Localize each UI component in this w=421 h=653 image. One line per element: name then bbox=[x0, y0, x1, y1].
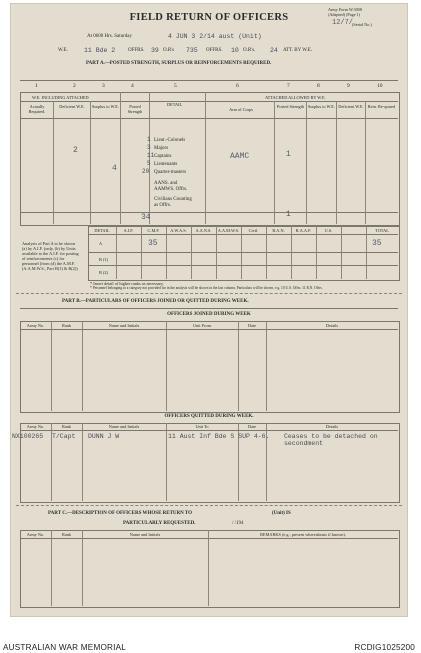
rule bbox=[166, 423, 167, 501]
rank-lieutenants: Lieutenants bbox=[154, 162, 178, 167]
total-col5: 34 bbox=[141, 213, 151, 222]
joined-col-date: Date bbox=[247, 323, 257, 328]
quit-row-army-no: NX100265 bbox=[12, 433, 44, 440]
typed-detail-5: 20 bbox=[142, 168, 150, 175]
we-typed-5: 24 bbox=[270, 47, 278, 54]
offrs-label: OFFRS. bbox=[128, 48, 145, 53]
part-c-table bbox=[20, 530, 400, 608]
rank-extra-3: Civilians Counting bbox=[154, 197, 192, 202]
rule bbox=[82, 423, 83, 501]
joined-col-rank: Rank bbox=[61, 323, 72, 328]
col-head-9: Deficient W.E. bbox=[338, 104, 364, 109]
offrs-label-2: OFFRS. bbox=[206, 48, 223, 53]
col-number-10: 10 bbox=[377, 83, 383, 89]
rule bbox=[141, 226, 142, 279]
form-sheet bbox=[10, 3, 408, 617]
joined-col-name: Name and Initials bbox=[108, 323, 140, 328]
rule bbox=[341, 226, 342, 279]
footer-institution: AUSTRALIAN WAR MEMORIAL bbox=[3, 643, 127, 652]
rule bbox=[266, 226, 267, 279]
rule bbox=[208, 530, 209, 606]
rule bbox=[88, 265, 398, 266]
rule bbox=[365, 101, 366, 224]
form-title: FIELD RETURN OF OFFICERS bbox=[129, 12, 289, 23]
analysis-col-awas: A.W.A.S. bbox=[170, 228, 187, 233]
att-by-we-label: ATT. BY W.E. bbox=[283, 48, 313, 53]
we-typed-3: 735 bbox=[186, 47, 198, 54]
footnote-1: * Insert detail of higher ranks as necessary. bbox=[90, 281, 164, 286]
rank-captains: Captains bbox=[154, 154, 172, 159]
rule bbox=[20, 118, 398, 119]
analysis-col-us: U.S. bbox=[324, 228, 333, 233]
quit-col-unit-to: Unit To bbox=[195, 424, 209, 429]
rule bbox=[205, 92, 206, 224]
group-attached-allowed: ATTACHED ALLOWED BY W.E. bbox=[265, 95, 326, 100]
footer-record-id: RCDIG1025200 bbox=[354, 643, 415, 652]
col-head-7: Posted Strength bbox=[276, 104, 305, 109]
analysis-col-total: TOTAL bbox=[375, 228, 389, 233]
analysis-row-b2: B (2) bbox=[99, 270, 108, 275]
rank-quarter-masters: Quarter-masters bbox=[154, 170, 187, 175]
rule bbox=[316, 226, 317, 279]
typed-detail-3: 11 bbox=[147, 152, 155, 159]
we-typed-4: 10 bbox=[231, 47, 239, 54]
rank-extra bbox=[154, 181, 192, 209]
joined-col-army-no: Army No. bbox=[26, 323, 45, 328]
analysis-col-cmf: C.M.F. bbox=[147, 228, 160, 233]
quit-col-date: Date bbox=[247, 424, 257, 429]
typed-col7-value: 1 bbox=[286, 150, 291, 159]
analysis-label: Analysis of Part A to be shown (a) by A.I.F. (only, (b) by Units available to the A.I.F. for posting of reinforcements (c) for personnel (from (d) the A.M.F. (A.A.M.W.S., Part B(1) & B(2)) bbox=[22, 241, 79, 271]
rule bbox=[82, 530, 83, 606]
quit-row-unit: 11 Aust Inf Bde S SUP 4-6. bbox=[168, 433, 270, 440]
col-head-4: Posted Strength bbox=[127, 104, 143, 114]
rule bbox=[336, 101, 337, 224]
rule bbox=[20, 329, 398, 330]
part-c-requested: PARTICULARLY REQUESTED. bbox=[123, 521, 196, 526]
rule bbox=[90, 101, 91, 224]
rule bbox=[53, 101, 54, 224]
analysis-col-aamws: A.A.M.W.S. bbox=[217, 228, 240, 233]
section-divider bbox=[16, 293, 402, 294]
rule bbox=[20, 308, 398, 309]
col-number-1: 1 bbox=[35, 83, 38, 89]
rank-extra-4: as Offrs. bbox=[154, 203, 172, 208]
quit-col-army-no: Army No. bbox=[26, 424, 45, 429]
col-number-4: 4 bbox=[131, 83, 134, 89]
ors-label-2: O.R's. bbox=[243, 48, 256, 53]
rule bbox=[20, 80, 398, 81]
rule bbox=[120, 92, 121, 224]
rule bbox=[116, 226, 117, 279]
rule bbox=[88, 234, 398, 235]
rule bbox=[20, 101, 398, 102]
footnote-2: * Personnel belonging to a category not provided for in the analysis will be shown in the last column. Particulars will be shown, e.g. 10 U.S. Offrs. 11 R.N. Offrs. bbox=[90, 286, 323, 290]
typed-detail-numbers bbox=[147, 136, 154, 168]
part-c-col-rank: Rank bbox=[61, 532, 72, 537]
rule bbox=[88, 252, 398, 253]
we-label: W.E. bbox=[58, 48, 68, 53]
part-c-unit-is: (Unit) IS bbox=[272, 511, 291, 516]
rule bbox=[51, 321, 52, 411]
quit-col-details: Details bbox=[325, 424, 339, 429]
we-typed-2: 39 bbox=[151, 47, 159, 54]
rule bbox=[216, 226, 217, 279]
rule bbox=[266, 321, 267, 411]
col-head-3: Surplus to W.E. bbox=[92, 104, 119, 109]
part-c-col-name: Name and Initials bbox=[129, 532, 161, 537]
col-head-6: Arm of Corps bbox=[229, 107, 253, 112]
group-we-incl-attached: W.E. INCLUDING ATTACHED bbox=[32, 95, 89, 100]
we-typed-1: 11 Bde 2 bbox=[84, 47, 116, 54]
ranks-list bbox=[154, 137, 186, 177]
typed-detail-1: 1 bbox=[147, 136, 151, 143]
part-b-title: PART B.—PARTICULARS OF OFFICERS JOINED OR QUITTED DURING WEEK. bbox=[62, 299, 249, 304]
form-number-line-2: (Adapted) (Page 1) bbox=[328, 12, 361, 17]
rule bbox=[241, 226, 242, 279]
joined-col-unit-from: Unit From bbox=[192, 323, 212, 328]
section-divider bbox=[16, 505, 402, 506]
part-c-col-army-no: Army No. bbox=[26, 532, 45, 537]
rule bbox=[166, 321, 167, 411]
analysis-col-aif: A.I.F. bbox=[123, 228, 134, 233]
line1-typed: 4 JUN 3 2/14 aust (Unit) bbox=[168, 33, 262, 40]
analysis-col-ran: R.A.N. bbox=[272, 228, 285, 233]
col-number-7: 7 bbox=[287, 83, 290, 89]
rule bbox=[20, 212, 398, 213]
col-head-8: Surplus to W.E. bbox=[308, 104, 335, 109]
rule bbox=[238, 321, 239, 411]
rule bbox=[366, 226, 367, 279]
rule bbox=[20, 430, 398, 431]
part-a-table bbox=[20, 92, 400, 226]
rule bbox=[291, 226, 292, 279]
col-number-3: 3 bbox=[102, 83, 105, 89]
analysis-total-value: 35 bbox=[372, 239, 382, 248]
quit-col-name: Name and Initials bbox=[108, 424, 140, 429]
col-number-5: 5 bbox=[174, 83, 177, 89]
typed-detail-2: 3 bbox=[147, 144, 151, 151]
analysis-col-aans: A.A.N.S. bbox=[195, 228, 212, 233]
analysis-col-detail: DETAIL bbox=[94, 228, 110, 233]
rule bbox=[82, 321, 83, 411]
rank-lieut-colonels: Lieut.-Colonels bbox=[154, 138, 186, 143]
rank-extra-1: AANS. and bbox=[154, 181, 178, 186]
col-number-6: 6 bbox=[236, 83, 239, 89]
joined-col-details: Details bbox=[325, 323, 339, 328]
rule bbox=[306, 101, 307, 224]
joined-title: OFFICERS JOINED DURING WEEK bbox=[167, 312, 251, 317]
col-head-10: Rein. Re-quired bbox=[367, 104, 396, 109]
quit-row-name: DUNN J W bbox=[88, 433, 120, 440]
quitted-title: OFFICERS QUITTED DURING WEEK. bbox=[164, 414, 254, 419]
analysis-col-raaf: R.A.A.F. bbox=[295, 228, 312, 233]
rule bbox=[274, 101, 275, 224]
form-number-line-1: Army Form W.3008 bbox=[328, 7, 362, 12]
rank-majors: Majors bbox=[154, 146, 169, 151]
typed-detail-4: 5 bbox=[147, 160, 151, 167]
part-a-title: PART A.—POSTED STRENGTH, SURPLUS OR REINFORCEMENTS REQUIRED. bbox=[86, 61, 272, 66]
quit-row-details: Ceases to be detached on secondment bbox=[284, 433, 378, 447]
part-c-col-remarks: REMARKS (e.g., present whereabouts if known). bbox=[260, 532, 346, 537]
quit-row-rank: T/Capt bbox=[52, 433, 76, 440]
archive-footer bbox=[0, 627, 421, 653]
rule bbox=[20, 538, 398, 539]
joined-table bbox=[20, 321, 400, 413]
line1-prefix: At 0600 Hrs. Saturday bbox=[87, 34, 132, 39]
typed-arm-of-corps: AAMC bbox=[230, 152, 250, 161]
rule bbox=[191, 226, 192, 279]
col-head-2: Deficient W.E. bbox=[59, 104, 85, 109]
typed-col2-value: 2 bbox=[73, 146, 78, 155]
rule bbox=[166, 226, 167, 279]
rank-extra-2: AAMWS. Offrs. bbox=[154, 187, 188, 192]
analysis-row-b1: B (1) bbox=[99, 257, 108, 262]
col-number-2: 2 bbox=[73, 83, 76, 89]
ors-label: O.R's bbox=[163, 48, 175, 53]
analysis-col-civil: Civil. bbox=[248, 228, 259, 233]
analysis-aif-value: 35 bbox=[148, 239, 158, 248]
col-number-8: 8 bbox=[317, 83, 320, 89]
col-number-9: 9 bbox=[347, 83, 350, 89]
detail-heading: DETAIL bbox=[167, 102, 183, 107]
quit-col-rank: Rank bbox=[61, 424, 72, 429]
part-c-date-blank: / /194 bbox=[232, 521, 244, 526]
serial-number-label: (Serial No.) bbox=[352, 22, 372, 27]
serial-number-typed: 12/7/ bbox=[332, 19, 354, 27]
col-head-1: Actually Required. bbox=[28, 104, 46, 114]
total-col7: 1 bbox=[286, 210, 291, 219]
rule bbox=[51, 530, 52, 606]
part-c-title: PART C.—DESCRIPTION OF OFFICERS WHOSE RETURN TO bbox=[48, 511, 193, 516]
typed-col4-value: 4 bbox=[112, 164, 117, 173]
analysis-row-a: A bbox=[99, 241, 103, 246]
